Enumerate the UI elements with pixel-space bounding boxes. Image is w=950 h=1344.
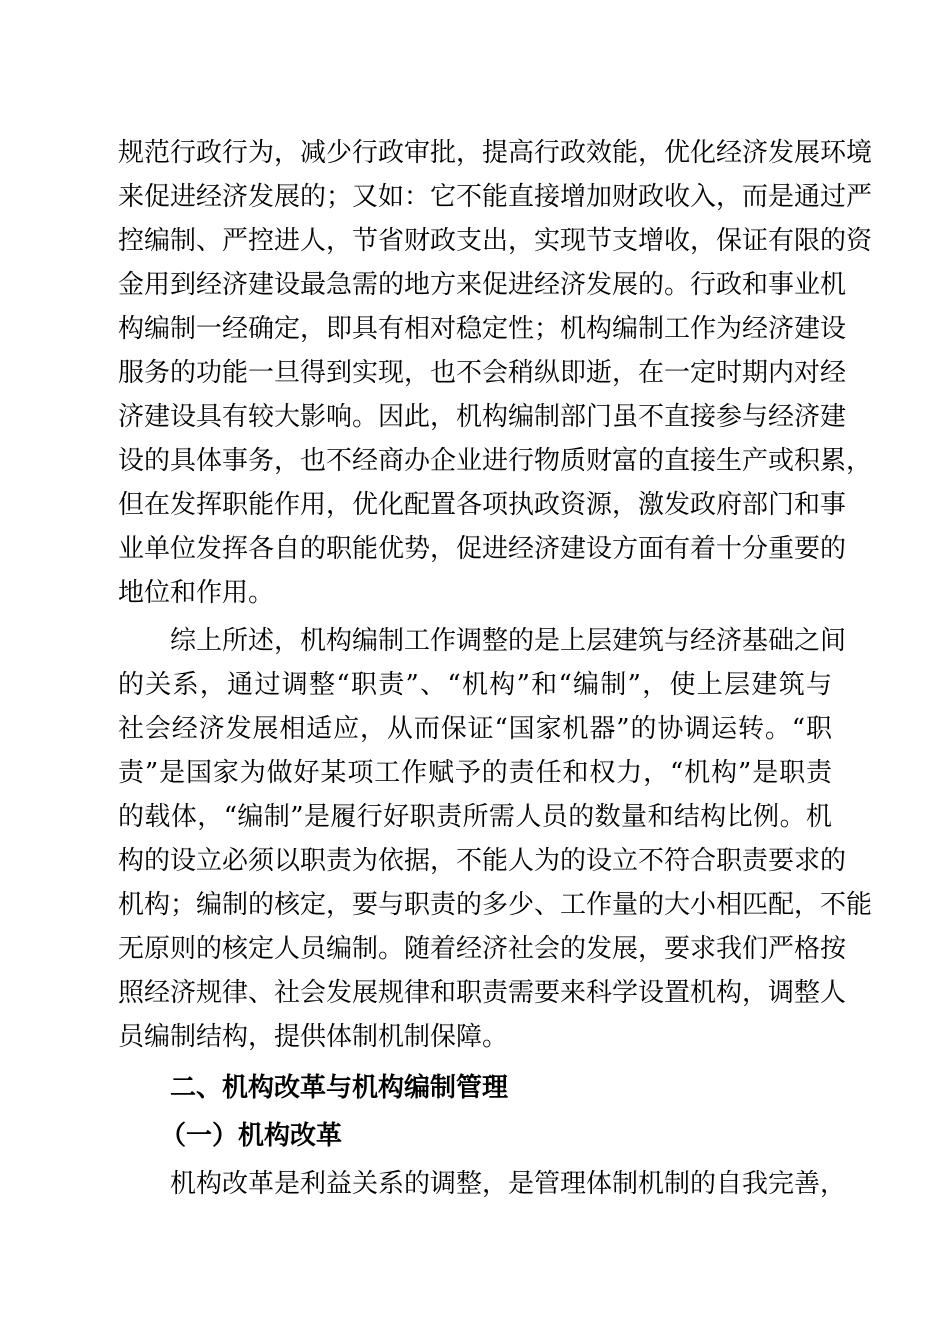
- text-line: 机构改革是利益关系的调整，是管理体制机制的自我完善，: [170, 1169, 847, 1199]
- text-line: 照经济规律、社会发展规律和职责需要来科学设置机构，调整人: [118, 978, 847, 1008]
- text-line: 设的具体事务，也不经商办企业进行物质财富的直接生产或积累，: [118, 446, 873, 476]
- text-line: 责”是国家为做好某项工作赋予的责任和权力，“机构”是职责: [118, 758, 832, 788]
- text-line: 来促进经济发展的；又如：它不能直接增加财政收入，而是通过严: [118, 182, 873, 212]
- section-heading: 二、机构改革与机构编制管理: [170, 1073, 509, 1103]
- text-line: 规范行政行为，减少行政审批，提高行政效能，优化经济发展环境: [118, 138, 873, 168]
- text-line: 服务的功能一旦得到实现，也不会稍纵即逝，在一定时期内对经: [118, 358, 847, 388]
- text-line: 业单位发挥各自的职能优势，促进经济建设方面有着十分重要的: [118, 534, 847, 564]
- text-line: 金用到经济建设最急需的地方来促进经济发展的。行政和事业机: [118, 270, 847, 300]
- text-line: 但在发挥职能作用，优化配置各项执政资源，激发政府部门和事: [118, 490, 847, 520]
- text-line: 控编制、严控进人，节省财政支出，实现节支增收，保证有限的资: [118, 226, 873, 256]
- text-line: 构的设立必须以职责为依据，不能人为的设立不符合职责要求的: [118, 846, 847, 876]
- text-line: 无原则的核定人员编制。随着经济社会的发展，要求我们严格按: [118, 934, 847, 964]
- text-line: 机构；编制的核定，要与职责的多少、工作量的大小相匹配，不能: [118, 890, 873, 920]
- text-line: 的载体，“编制”是履行好职责所需人员的数量和结构比例。机: [118, 802, 832, 832]
- text-line: 济建设具有较大影响。因此，机构编制部门虽不直接参与经济建: [118, 402, 847, 432]
- subsection-heading: （一）机构改革: [160, 1121, 343, 1151]
- text-line: 的关系，通过调整“职责”、“机构”和“编制”，使上层建筑与: [118, 670, 832, 700]
- text-line: 社会经济发展相适应，从而保证“国家机器”的协调运转。“职: [118, 714, 832, 744]
- text-line: 综上所述，机构编制工作调整的是上层建筑与经济基础之间: [170, 626, 847, 656]
- text-line: 员编制结构，提供体制机制保障。: [118, 1022, 509, 1052]
- text-line: 地位和作用。: [118, 578, 275, 608]
- text-line: 构编制一经确定，即具有相对稳定性；机构编制工作为经济建设: [118, 314, 847, 344]
